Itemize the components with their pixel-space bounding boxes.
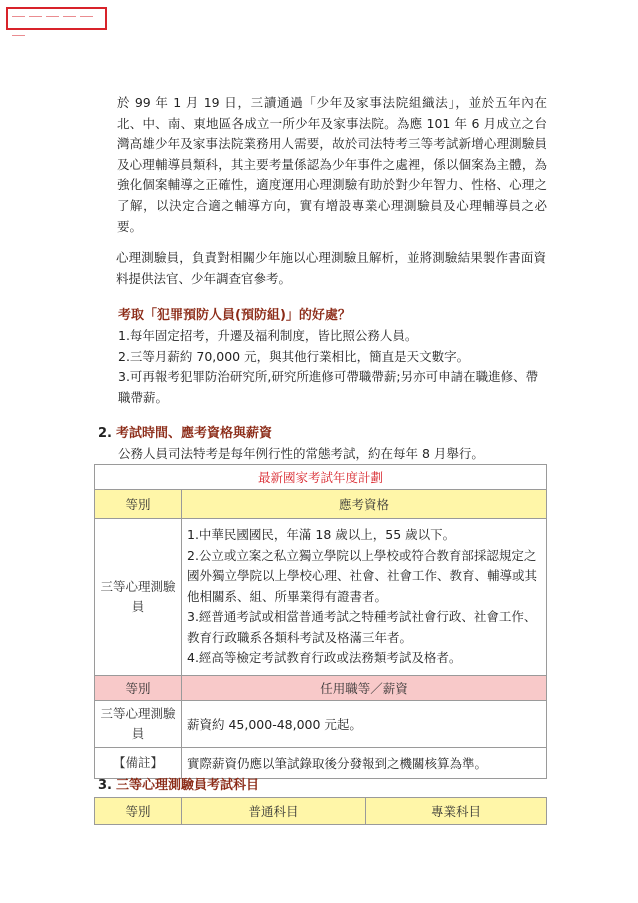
header-professional-subjects: 專業科目 [366,798,547,825]
requirement-item: 4.經高等檢定考試教育行政或法務類考試及格者。 [187,650,462,665]
header-category: 等別 [95,798,182,825]
section-title: 考試時間、應考資格與薪資 [115,426,272,441]
header-category-2: 等別 [95,675,182,700]
salary-cell: 薪資約 45,000-48,000 元起。 [182,700,547,747]
header-requirements: 應考資格 [182,490,547,519]
benefit-item: 3.可再報考犯罪防治研究所,研究所進修可帶職帶薪;另亦可申請在職進修、帶職帶薪。 [118,369,539,405]
benefit-item: 2.三等月薪約 70,000 元，與其他行業相比，簡直是天文數字。 [118,348,470,364]
category-cell: 三等心理測驗員 [95,519,182,676]
header-stamp: ＿＿＿＿＿＿ [6,7,107,30]
section-2-heading [98,424,272,444]
header-category: 等別 [95,490,182,519]
section-3-heading [98,776,259,796]
section-title: 三等心理測驗員考試科目 [115,778,259,793]
requirements-cell [182,519,547,676]
benefits-list [118,326,548,408]
intro-paragraph: 於 99 年 1 月 19 日，三讀通過「少年及家事法院組織法」，並於五年內在北、中、南、東地區各成立一所少年及家事法院。為應 101 年 6 月成立之台灣高雄少年及家事法院業務用人需要，故於司法特考三等考試新增心理測驗員及心理輔導員類科，其主要考量係認為少年事件之處裡，係以個案為主體，為強化個案輔導之正確性，適度運用心理測驗有助於對少年智力、性格、心理之了解，以決定合適之輔導方向，實有增設專業心理測驗員及心理輔導員之必要。 [117,95,547,234]
exam-schedule-note: 公務人員司法特考是每年例行性的常態考試，約在每年 8 月舉行。 [118,446,484,461]
header-salary: 任用職等／薪資 [182,675,547,700]
requirement-item: 1.中華民國國民，年滿 18 歲以上，55 歲以下。 [187,527,456,542]
section-number: 3. [98,778,112,793]
benefit-item: 1.每年固定招考，升遷及福利制度，皆比照公務人員。 [118,328,418,343]
requirement-item: 2.公立或立案之私立獨立學院以上學校或符合教育部採認規定之國外獨立學院以上學校心理、社會、社會工作、教育、輔導或其他相關系、組、所畢業得有證書者。 [187,547,538,604]
exam-plan-table [94,464,547,779]
header-general-subjects: 普通科目 [182,798,366,825]
role-description: 心理測驗員，負責對相關少年施以心理測驗且解析，並將測驗結果製作書面資料提供法官、少年調查官參考。 [116,250,546,286]
table-title: 最新國家考試年度計劃 [95,465,547,490]
remark-cell: 實際薪資仍應以筆試錄取後分發報到之機關核算為準。 [182,747,547,778]
section-number: 2. [98,426,112,441]
requirement-item: 3.經普通考試或相當普通考試之特種考試社會行政、社會工作、教育行政職系各類科考試及格滿三年者。 [187,609,537,645]
exam-subjects-table [94,797,547,825]
remark-label-cell: 【備註】 [95,747,182,778]
benefits-heading: 考取「犯罪預防人員(預防組)」的好處？ [118,308,351,323]
salary-category-cell: 三等心理測驗員 [95,700,182,747]
